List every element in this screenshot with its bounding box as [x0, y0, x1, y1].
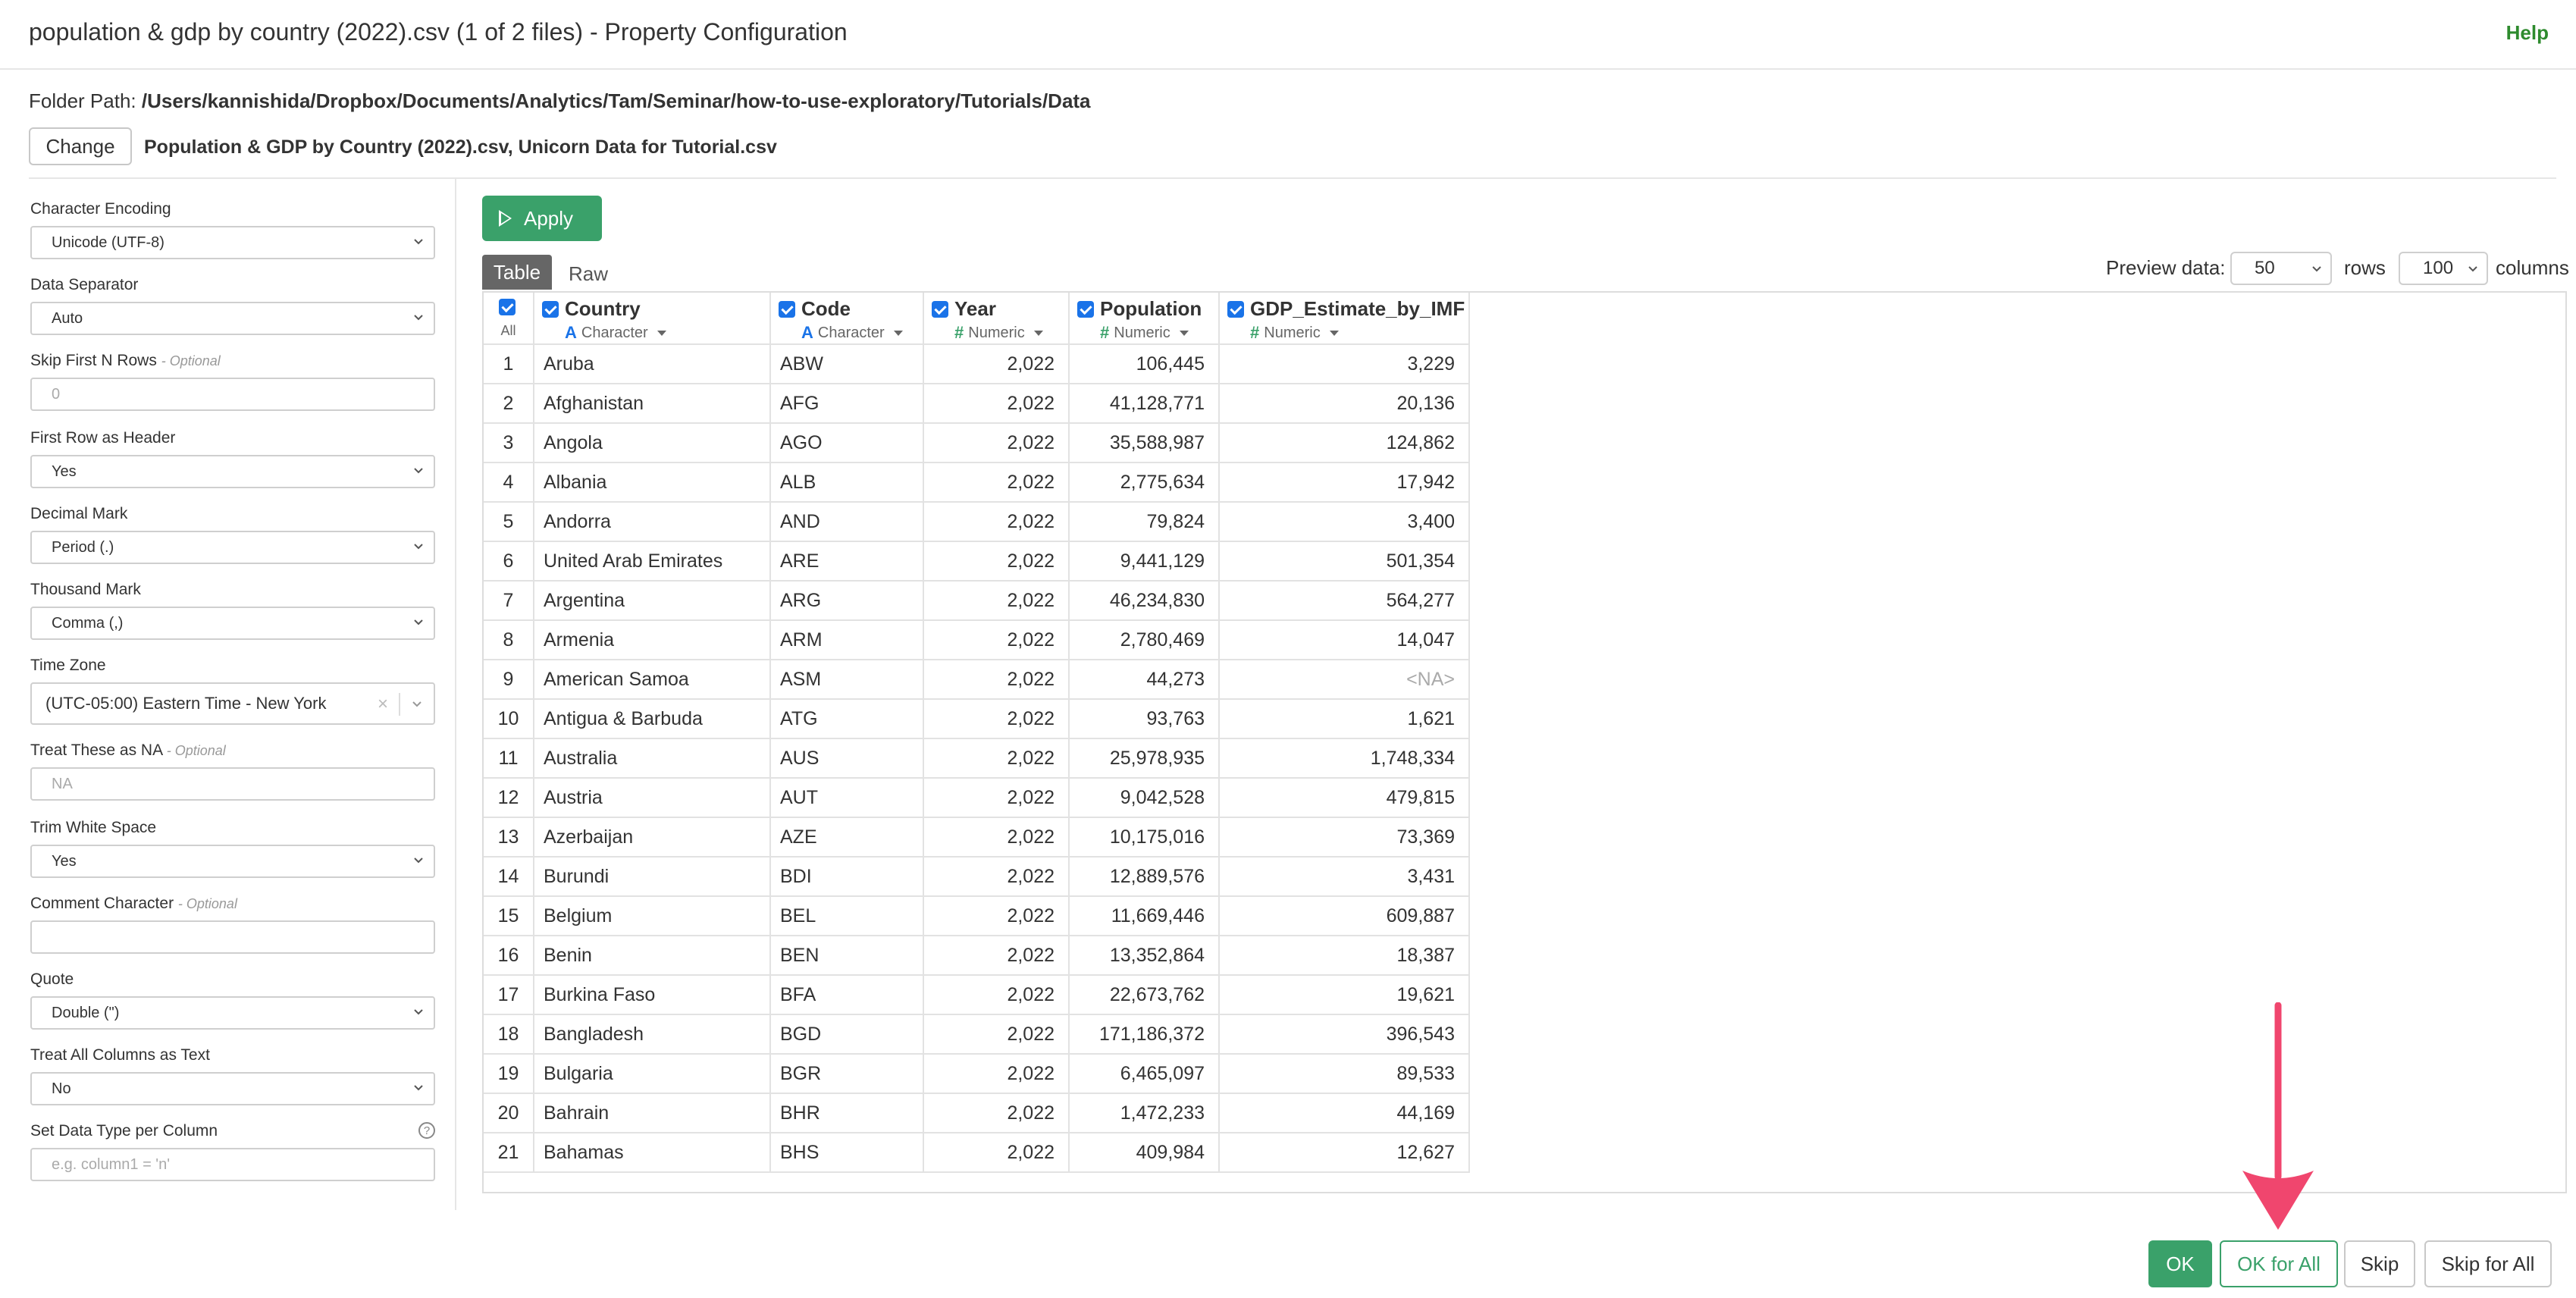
char-encoding-select[interactable]: [30, 226, 435, 259]
cell-population: 409,984: [1069, 1133, 1219, 1172]
cell-code: ABW: [770, 344, 923, 384]
cell-code: AGO: [770, 423, 923, 462]
column-type: Character: [581, 324, 648, 341]
caret-down-icon: [1034, 331, 1043, 336]
table-row: [484, 660, 1469, 699]
cell-year: 2,022: [923, 1054, 1069, 1093]
row-number: 21: [484, 1133, 534, 1172]
decimal-mark-value: Period (.): [52, 538, 114, 556]
cell-year: 2,022: [923, 896, 1069, 936]
cell-population: 2,780,469: [1069, 620, 1219, 660]
table-row: [484, 423, 1469, 462]
help-link[interactable]: Help: [2505, 21, 2549, 44]
character-type-icon: A: [565, 323, 577, 342]
column-checkbox[interactable]: [1077, 301, 1094, 318]
row-number: 19: [484, 1054, 534, 1093]
row-number: 10: [484, 699, 534, 738]
cell-population: 79,824: [1069, 502, 1219, 541]
trim-whitespace-value: Yes: [52, 852, 77, 870]
cell-gdp: 1,621: [1219, 699, 1469, 738]
cell-population: 35,588,987: [1069, 423, 1219, 462]
table-row: [484, 462, 1469, 502]
cell-year: 2,022: [923, 660, 1069, 699]
skip-rows-label: [30, 352, 221, 370]
chevron-down-icon: [412, 311, 425, 323]
data-type-label: Set Data Type per Column: [30, 1122, 218, 1140]
column-checkbox[interactable]: [542, 301, 559, 318]
table-row: [484, 620, 1469, 660]
column-type-dropdown[interactable]: [1250, 323, 1339, 343]
row-number: 4: [484, 462, 534, 502]
skip-button[interactable]: Skip: [2344, 1240, 2415, 1287]
first-row-header-label: First Row as Header: [30, 429, 176, 447]
cell-year: 2,022: [923, 541, 1069, 581]
cell-code: BFA: [770, 975, 923, 1014]
skip-rows-label-text: Skip First N Rows: [30, 352, 157, 369]
all-text-value: No: [52, 1080, 71, 1097]
columns-label: columns: [2496, 256, 2569, 279]
data-separator-value: Auto: [52, 309, 83, 327]
cell-country: Angola: [534, 423, 770, 462]
optional-tag: - Optional: [177, 896, 237, 911]
apply-label: Apply: [524, 206, 574, 230]
folder-path: [29, 89, 1091, 113]
cell-year: 2,022: [923, 620, 1069, 660]
cell-country: Australia: [534, 738, 770, 778]
cell-code: ARM: [770, 620, 923, 660]
cell-gdp: 564,277: [1219, 581, 1469, 620]
time-zone-label: Time Zone: [30, 657, 106, 674]
folder-path-label: Folder Path:: [29, 89, 136, 112]
cell-code: AFG: [770, 384, 923, 423]
cell-gdp: 3,431: [1219, 857, 1469, 896]
cell-code: BEL: [770, 896, 923, 936]
column-type-dropdown[interactable]: [1100, 323, 1189, 343]
column-name: Population: [1100, 297, 1202, 320]
column-type: Character: [817, 324, 885, 341]
comment-char-input[interactable]: [30, 920, 435, 954]
row-number: 15: [484, 896, 534, 936]
cell-year: 2,022: [923, 738, 1069, 778]
chevron-down-icon: [412, 540, 425, 552]
cell-gdp: 19,621: [1219, 975, 1469, 1014]
cell-gdp: 124,862: [1219, 423, 1469, 462]
chevron-down-icon[interactable]: [411, 698, 423, 710]
chevron-down-icon: [2467, 262, 2479, 274]
cell-gdp: 12,627: [1219, 1133, 1469, 1172]
cell-population: 9,441,129: [1069, 541, 1219, 581]
column-header-gdp[interactable]: [1219, 293, 1469, 344]
quote-value: Double ("): [52, 1004, 120, 1021]
row-number: 5: [484, 502, 534, 541]
ok-button[interactable]: OK: [2148, 1240, 2212, 1287]
treat-na-label-text: Treat These as NA: [30, 741, 162, 759]
column-header-country[interactable]: [534, 293, 770, 344]
preview-cols-select[interactable]: [2399, 252, 2488, 285]
cell-year: 2,022: [923, 1093, 1069, 1133]
thousand-mark-select[interactable]: [30, 607, 435, 640]
table-row: [484, 541, 1469, 581]
thousand-mark-value: Comma (,): [52, 614, 124, 632]
thousand-mark-label: Thousand Mark: [30, 581, 141, 598]
cell-population: 11,669,446: [1069, 896, 1219, 936]
cell-gdp: 3,229: [1219, 344, 1469, 384]
cell-gdp: 396,543: [1219, 1014, 1469, 1054]
cell-gdp: 14,047: [1219, 620, 1469, 660]
cell-code: BHS: [770, 1133, 923, 1172]
chevron-down-icon: [412, 1005, 425, 1017]
row-number: 12: [484, 778, 534, 817]
table-row: [484, 896, 1469, 936]
optional-tag: - Optional: [166, 743, 226, 758]
cell-population: 106,445: [1069, 344, 1219, 384]
column-type-dropdown[interactable]: [565, 323, 666, 343]
column-name: GDP_Estimate_by_IMF: [1250, 297, 1465, 320]
cell-year: 2,022: [923, 423, 1069, 462]
cell-year: 2,022: [923, 817, 1069, 857]
table-row: [484, 344, 1469, 384]
data-type-input[interactable]: e.g. column1 = 'n': [30, 1148, 435, 1181]
table-row: [484, 581, 1469, 620]
first-row-header-value: Yes: [52, 462, 77, 480]
chevron-down-icon: [2311, 262, 2323, 274]
column-type: Numeric: [1264, 324, 1321, 341]
treat-na-label: [30, 741, 226, 760]
table-row: [484, 778, 1469, 817]
cell-country: Antigua & Barbuda: [534, 699, 770, 738]
cell-country: Burkina Faso: [534, 975, 770, 1014]
time-zone-select[interactable]: [30, 682, 435, 725]
cell-code: AND: [770, 502, 923, 541]
cell-code: AZE: [770, 817, 923, 857]
cell-code: BGR: [770, 1054, 923, 1093]
cell-population: 12,889,576: [1069, 857, 1219, 896]
cell-code: ARE: [770, 541, 923, 581]
preview-data-label: Preview data:: [2106, 256, 2226, 279]
data-separator-select[interactable]: [30, 302, 435, 335]
character-type-icon: A: [801, 323, 813, 342]
cell-population: 9,042,528: [1069, 778, 1219, 817]
column-type: Numeric: [1114, 324, 1170, 341]
cell-population: 171,186,372: [1069, 1014, 1219, 1054]
table-row: [484, 1054, 1469, 1093]
cell-population: 44,273: [1069, 660, 1219, 699]
cell-year: 2,022: [923, 384, 1069, 423]
cell-country: Burundi: [534, 857, 770, 896]
table-row: [484, 1093, 1469, 1133]
folder-path-value: /Users/kannishida/Dropbox/Documents/Analytics/Tam/Seminar/how-to-use-exploratory/Tutorials/Data: [141, 89, 1091, 112]
cell-country: Bahamas: [534, 1133, 770, 1172]
cell-year: 2,022: [923, 1014, 1069, 1054]
all-text-label: Treat All Columns as Text: [30, 1046, 210, 1064]
caret-down-icon: [1180, 331, 1189, 336]
numeric-type-icon: #: [1250, 323, 1260, 342]
cell-population: 41,128,771: [1069, 384, 1219, 423]
cell-year: 2,022: [923, 975, 1069, 1014]
cell-gdp: 44,169: [1219, 1093, 1469, 1133]
comment-char-label-text: Comment Character: [30, 895, 174, 912]
cell-gdp: 20,136: [1219, 384, 1469, 423]
cell-country: Benin: [534, 936, 770, 975]
row-number: 3: [484, 423, 534, 462]
table-row: [484, 1133, 1469, 1172]
cell-population: 93,763: [1069, 699, 1219, 738]
cell-gdp: <NA>: [1219, 660, 1469, 699]
cell-year: 2,022: [923, 344, 1069, 384]
cell-country: Bulgaria: [534, 1054, 770, 1093]
column-name: Country: [565, 297, 641, 320]
column-type-dropdown[interactable]: [954, 323, 1043, 343]
cell-code: BGD: [770, 1014, 923, 1054]
table-row: [484, 502, 1469, 541]
cell-gdp: 609,887: [1219, 896, 1469, 936]
decimal-mark-select[interactable]: [30, 531, 435, 564]
caret-down-icon: [894, 331, 903, 336]
column-type-dropdown[interactable]: [801, 323, 903, 343]
rows-label: rows: [2344, 256, 2386, 279]
treat-na-input[interactable]: NA: [30, 767, 435, 801]
quote-select[interactable]: [30, 996, 435, 1030]
select-all-column[interactable]: [484, 293, 534, 344]
table-row: [484, 975, 1469, 1014]
column-header-population[interactable]: [1069, 293, 1219, 344]
cell-population: 46,234,830: [1069, 581, 1219, 620]
row-number: 7: [484, 581, 534, 620]
cell-country: Bangladesh: [534, 1014, 770, 1054]
cell-code: BHR: [770, 1093, 923, 1133]
cell-gdp: 89,533: [1219, 1054, 1469, 1093]
cell-code: AUT: [770, 778, 923, 817]
cell-gdp: 18,387: [1219, 936, 1469, 975]
column-name: Code: [801, 297, 851, 320]
table-row: [484, 738, 1469, 778]
cell-gdp: 17,942: [1219, 462, 1469, 502]
select-separator: [399, 693, 400, 716]
row-number: 17: [484, 975, 534, 1014]
chevron-down-icon: [412, 235, 425, 247]
column-type: Numeric: [968, 324, 1025, 341]
table-row: [484, 1014, 1469, 1054]
column-checkbox[interactable]: [779, 301, 795, 318]
row-number: 20: [484, 1093, 534, 1133]
data-separator-label: Data Separator: [30, 276, 139, 293]
column-checkbox[interactable]: [932, 301, 948, 318]
cell-country: Azerbaijan: [534, 817, 770, 857]
trim-whitespace-label: Trim White Space: [30, 819, 157, 836]
cell-country: Albania: [534, 462, 770, 502]
numeric-type-icon: #: [1100, 323, 1110, 342]
comment-char-label: [30, 895, 237, 913]
column-name: Year: [954, 297, 996, 320]
cell-gdp: 1,748,334: [1219, 738, 1469, 778]
quote-label: Quote: [30, 970, 74, 988]
cell-year: 2,022: [923, 936, 1069, 975]
cell-year: 2,022: [923, 502, 1069, 541]
all-label: All: [500, 323, 516, 338]
caret-down-icon: [1330, 331, 1339, 336]
cell-population: 1,472,233: [1069, 1093, 1219, 1133]
chevron-down-icon: [412, 464, 425, 476]
cell-year: 2,022: [923, 1133, 1069, 1172]
cell-gdp: 73,369: [1219, 817, 1469, 857]
cell-population: 13,352,864: [1069, 936, 1219, 975]
selected-files: Population & GDP by Country (2022).csv, Unicorn Data for Tutorial.csv: [144, 136, 777, 158]
chevron-down-icon: [412, 854, 425, 866]
cell-year: 2,022: [923, 462, 1069, 502]
cell-code: ATG: [770, 699, 923, 738]
cell-country: Andorra: [534, 502, 770, 541]
cell-gdp: 501,354: [1219, 541, 1469, 581]
cell-country: Belgium: [534, 896, 770, 936]
caret-down-icon: [657, 331, 666, 336]
cell-population: 6,465,097: [1069, 1054, 1219, 1093]
column-header-year[interactable]: [923, 293, 1069, 344]
row-number: 18: [484, 1014, 534, 1054]
cell-code: ALB: [770, 462, 923, 502]
ok-for-all-button[interactable]: OK for All: [2220, 1240, 2338, 1287]
cell-country: Bahrain: [534, 1093, 770, 1133]
table-row: [484, 699, 1469, 738]
table-body: [484, 344, 1469, 1172]
table-row: [484, 857, 1469, 896]
preview-cols-value: 100: [2423, 258, 2454, 278]
cell-year: 2,022: [923, 581, 1069, 620]
cell-code: BDI: [770, 857, 923, 896]
cell-population: 25,978,935: [1069, 738, 1219, 778]
column-header-code[interactable]: [770, 293, 923, 344]
clear-icon[interactable]: ×: [377, 694, 388, 714]
chevron-down-icon: [412, 1081, 425, 1093]
cell-year: 2,022: [923, 699, 1069, 738]
cell-code: BEN: [770, 936, 923, 975]
cell-country: Aruba: [534, 344, 770, 384]
cell-population: 10,175,016: [1069, 817, 1219, 857]
all-text-select[interactable]: [30, 1072, 435, 1105]
char-encoding-value: Unicode (UTF-8): [52, 234, 165, 251]
optional-tag: - Optional: [161, 353, 221, 368]
trim-whitespace-select[interactable]: [30, 845, 435, 878]
table-row: [484, 817, 1469, 857]
row-number: 14: [484, 857, 534, 896]
cell-year: 2,022: [923, 857, 1069, 896]
cell-country: Austria: [534, 778, 770, 817]
preview-rows-value: 50: [2255, 258, 2275, 278]
settings-sidebar: [0, 179, 456, 1210]
cell-country: Afghanistan: [534, 384, 770, 423]
row-number: 6: [484, 541, 534, 581]
cell-code: AUS: [770, 738, 923, 778]
select-all-checkbox[interactable]: [499, 299, 516, 315]
cell-country: United Arab Emirates: [534, 541, 770, 581]
row-number: 11: [484, 738, 534, 778]
row-number: 16: [484, 936, 534, 975]
play-icon: [499, 210, 512, 227]
header-row: [484, 293, 1469, 344]
decimal-mark-label: Decimal Mark: [30, 505, 128, 522]
data-table: [484, 293, 1470, 1173]
row-number: 8: [484, 620, 534, 660]
cell-country: Argentina: [534, 581, 770, 620]
tab-raw[interactable]: Raw: [569, 262, 609, 285]
first-row-header-select[interactable]: [30, 455, 435, 488]
cell-country: Armenia: [534, 620, 770, 660]
cell-code: ARG: [770, 581, 923, 620]
cell-population: 2,775,634: [1069, 462, 1219, 502]
apply-button[interactable]: [482, 196, 602, 241]
tab-table[interactable]: Table: [482, 255, 552, 290]
row-number: 2: [484, 384, 534, 423]
preview-rows-select[interactable]: [2230, 252, 2332, 285]
row-number: 13: [484, 817, 534, 857]
cell-gdp: 3,400: [1219, 502, 1469, 541]
numeric-type-icon: #: [954, 323, 964, 342]
chevron-down-icon: [412, 616, 425, 628]
cell-code: ASM: [770, 660, 923, 699]
dialog-title: population & gdp by country (2022).csv (1 of 2 files) - Property Configuration: [29, 18, 848, 45]
cell-gdp: 479,815: [1219, 778, 1469, 817]
char-encoding-label: Character Encoding: [30, 200, 171, 218]
cell-country: American Samoa: [534, 660, 770, 699]
help-icon[interactable]: ?: [418, 1122, 435, 1139]
annotation-arrow-icon: [2236, 1002, 2320, 1234]
dialog-header: [0, 0, 2576, 70]
skip-rows-input[interactable]: 0: [30, 378, 435, 411]
table-row: [484, 936, 1469, 975]
row-number: 1: [484, 344, 534, 384]
cell-year: 2,022: [923, 778, 1069, 817]
skip-for-all-button[interactable]: Skip for All: [2424, 1240, 2552, 1287]
row-number: 9: [484, 660, 534, 699]
column-checkbox[interactable]: [1227, 301, 1244, 318]
change-button[interactable]: Change: [29, 127, 132, 165]
cell-population: 22,673,762: [1069, 975, 1219, 1014]
time-zone-value: (UTC-05:00) Eastern Time - New York: [45, 694, 327, 713]
table-row: [484, 384, 1469, 423]
